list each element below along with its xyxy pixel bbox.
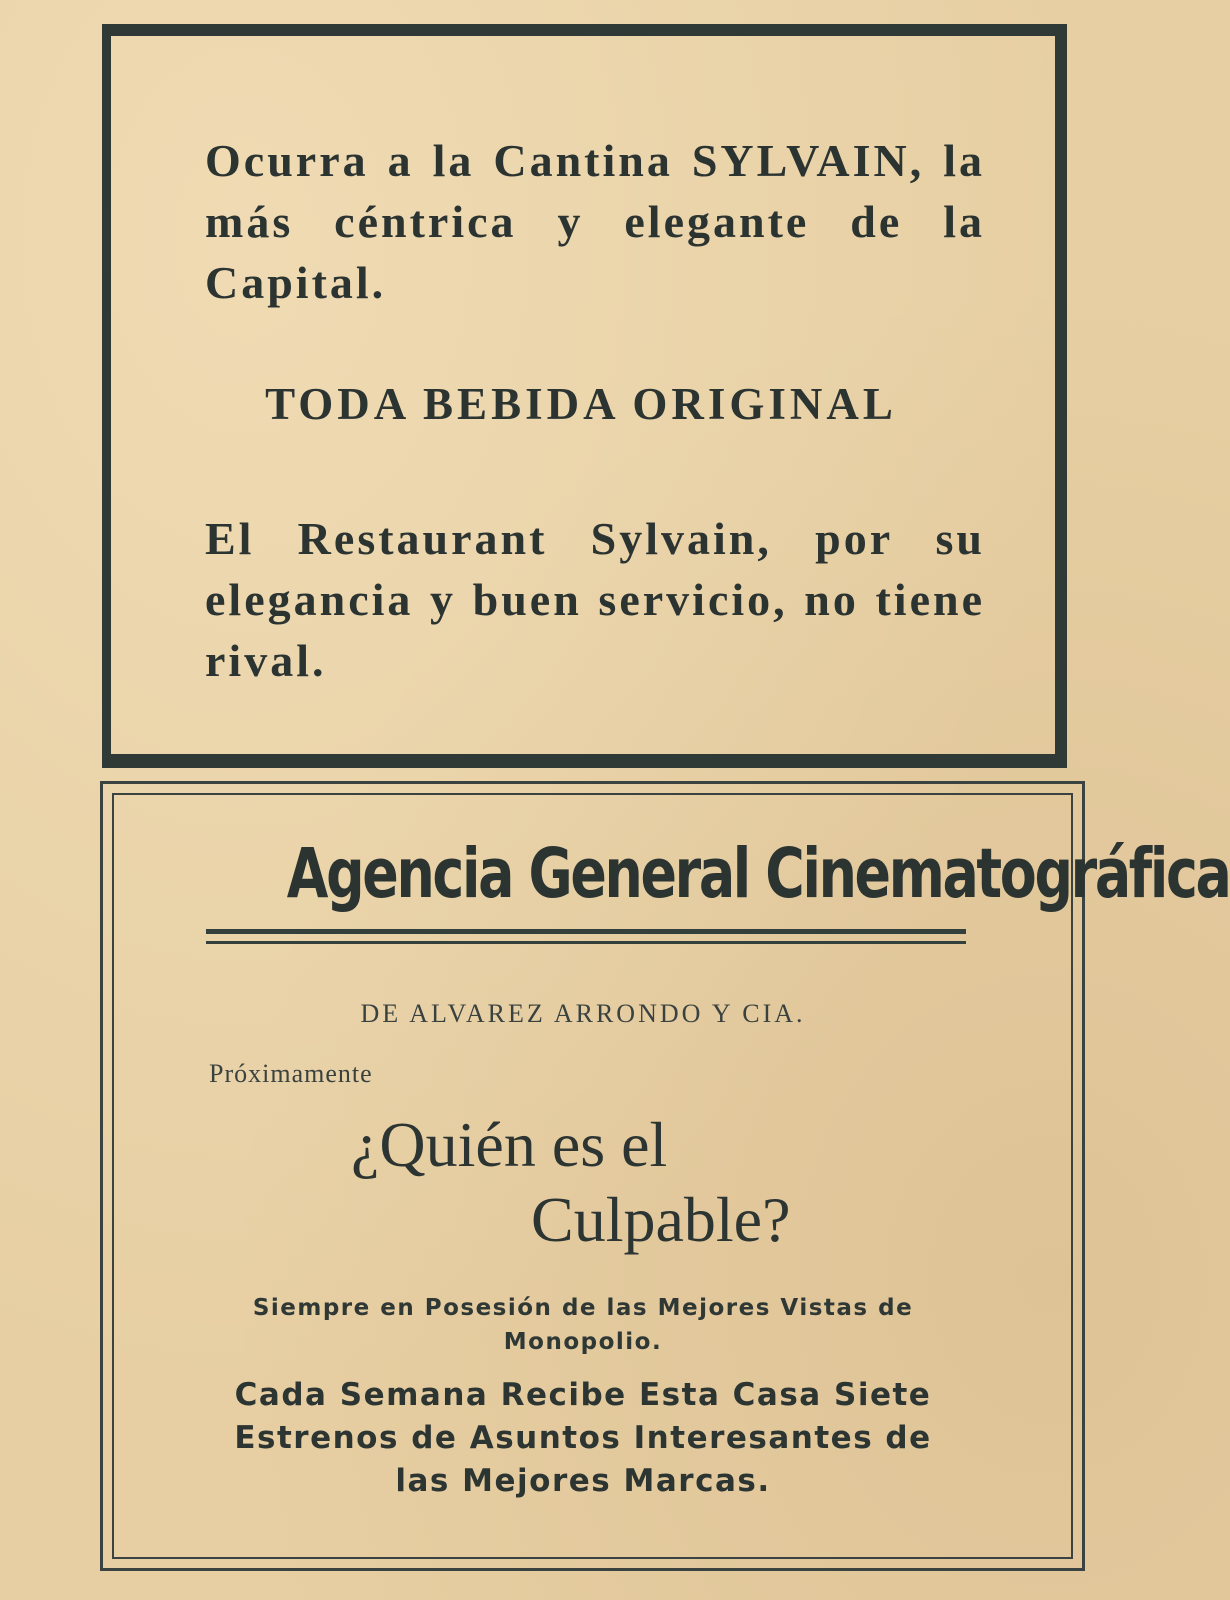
agencia-tagline: Siempre en Posesión de las Mejores Vistas de Monopolio.: [252, 1295, 914, 1355]
film-title-line-2: Culpable?: [531, 1184, 791, 1255]
agencia-subtitle: DE ALVAREZ ARRONDO Y CIA.: [360, 999, 806, 1028]
sylvain-advertisement: [102, 24, 1067, 768]
sylvain-cantina-paragraph: Ocurra a la Cantina SYLVAIN, la más céntrica y elegante de la Capital.: [205, 135, 985, 308]
agencia-advertisement: [100, 781, 1230, 1571]
film-title-line-1: ¿Quién es el: [351, 1109, 668, 1180]
agencia-title: Agencia General Cinematográfica: [286, 834, 1230, 914]
title-rule: [206, 941, 966, 944]
title-rule: [206, 929, 966, 934]
agencia-weekly-note: Cada Semana Recibe Esta Casa Siete Estrenos de Asuntos Interesantes de las Mejores Marcas.: [234, 1377, 932, 1499]
coming-soon-label: Próximamente: [209, 1059, 373, 1088]
sylvain-headline: TODA BEBIDA ORIGINAL: [265, 379, 897, 429]
sylvain-restaurant-paragraph: El Restaurant Sylvain, por su elegancia y buen servicio, no tiene rival.: [205, 513, 985, 686]
